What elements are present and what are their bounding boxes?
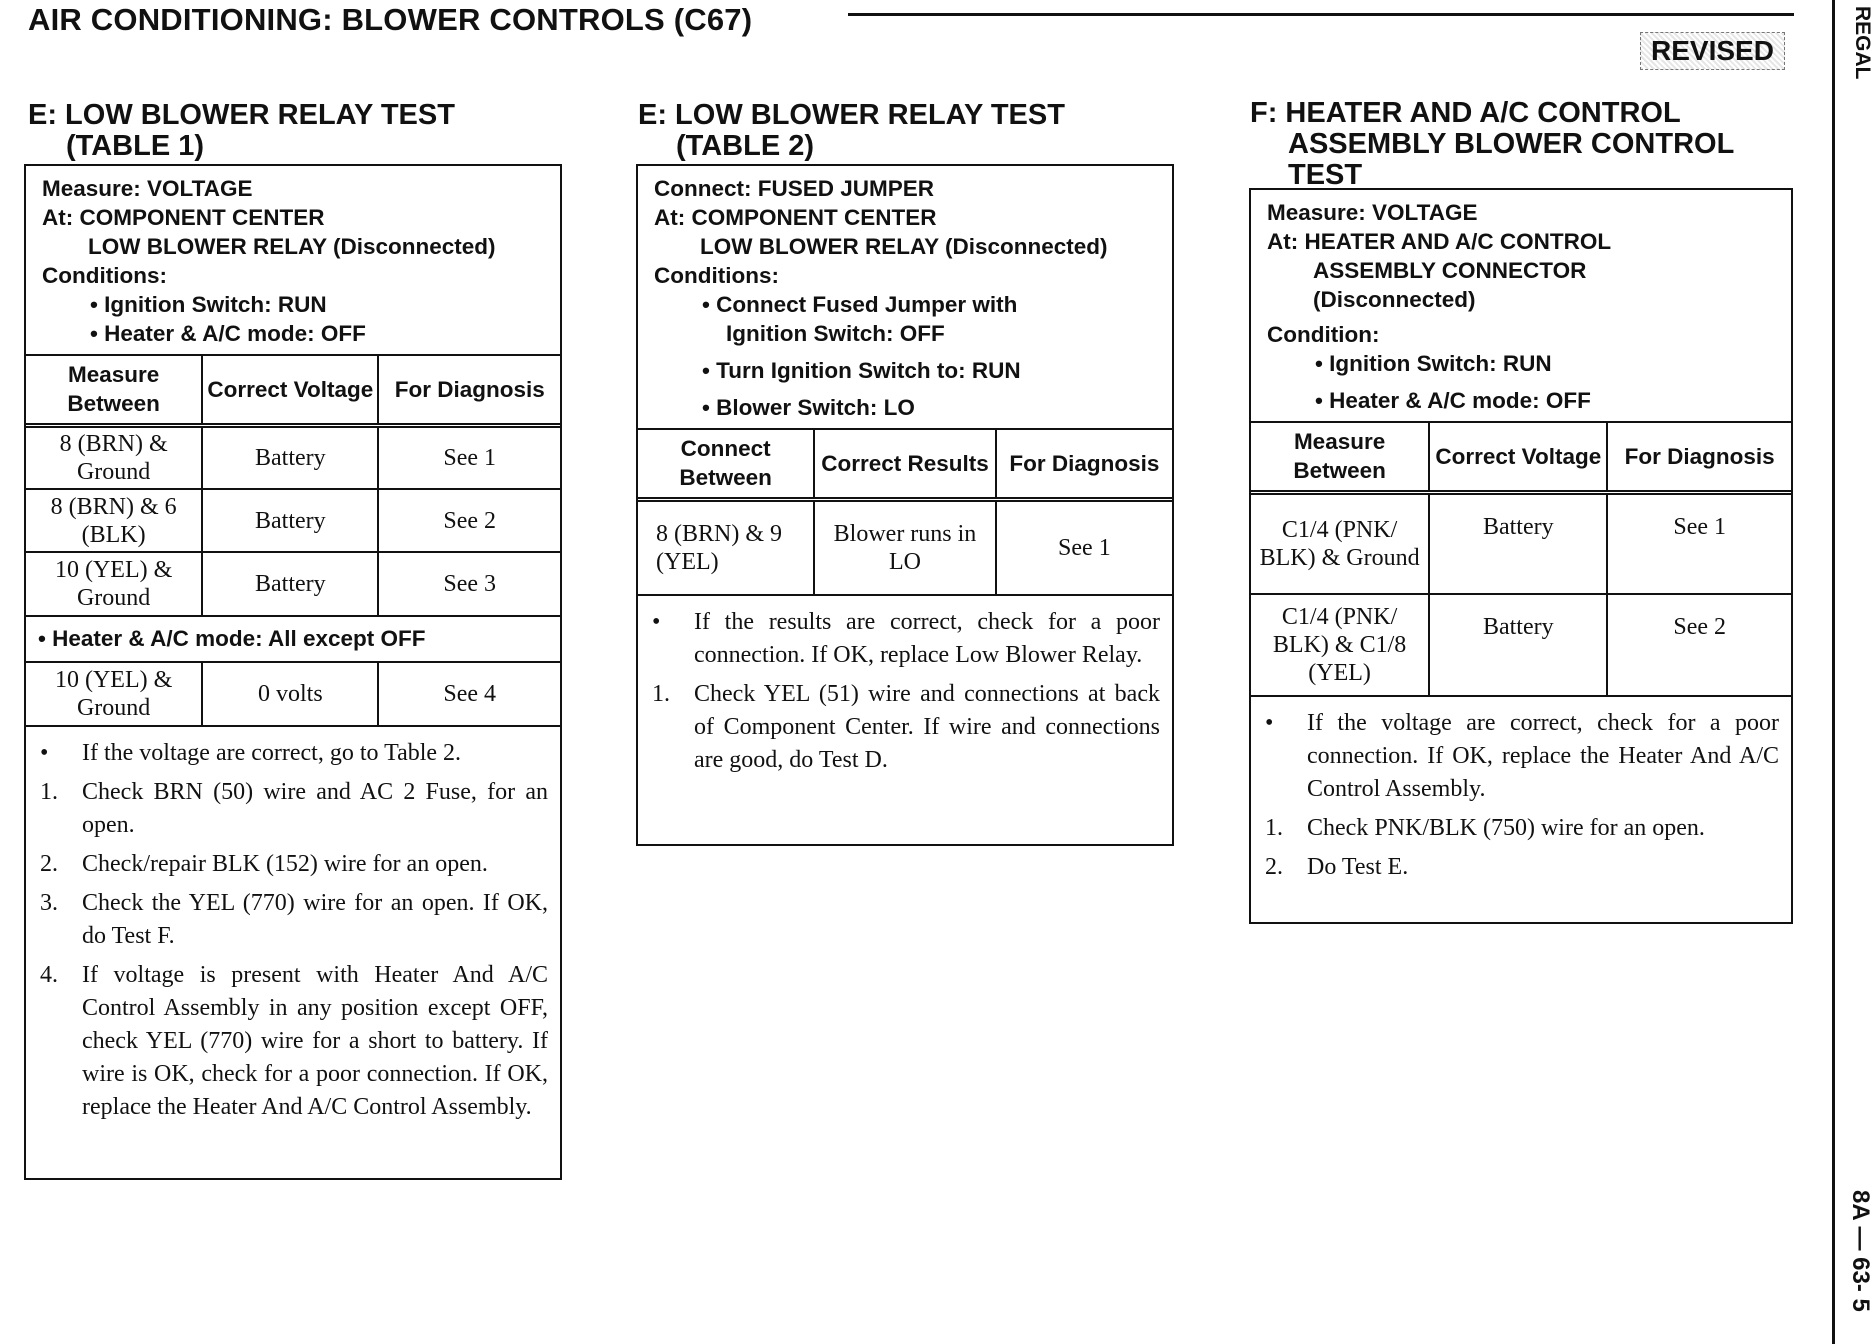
section-title-line: E: LOW BLOWER RELAY TEST [638, 99, 1065, 131]
setup-at-detail: LOW BLOWER RELAY (Disconnected) [88, 234, 496, 259]
column-header: For Diagnosis [996, 429, 1172, 499]
setup-at-detail: ASSEMBLY CONNECTOR [1313, 258, 1587, 283]
setup-condition-label: Condition: [1267, 322, 1380, 347]
setup-conditions-label: Conditions: [654, 263, 779, 288]
condition-item: • Ignition Switch: RUN [1315, 351, 1552, 376]
column-header: Correct Voltage [1429, 422, 1607, 492]
column-header: Correct Voltage [202, 355, 378, 425]
condition-item-cont: Ignition Switch: OFF [726, 321, 945, 346]
table-row [26, 425, 560, 489]
setup-at: At: COMPONENT CENTER [42, 205, 325, 230]
column-header: Connect Between [638, 429, 814, 499]
column-header: Measure Between [1251, 422, 1429, 492]
table-cell: See 2 [378, 489, 560, 552]
note-item: 1. Check PNK/BLK (750) wire for an open. [1265, 815, 1705, 841]
measurement-table [26, 354, 560, 727]
note-item: 3. Check the YEL (770) wire for an open. If OK, do Test F. [40, 890, 548, 949]
table-header-row [638, 429, 1172, 499]
condition-item: • Heater & A/C mode: OFF [1315, 388, 1591, 413]
table-cell: Blower runs in LO [814, 499, 996, 595]
note-item: 1. Check YEL (51) wire and connections at back of Component Center. If wire and connections are good, do Test D. [652, 681, 1160, 773]
measurement-table [1251, 421, 1791, 697]
setup-measure: Measure: VOLTAGE [1267, 200, 1478, 225]
title-rule [848, 13, 1794, 16]
section-title-line: ASSEMBLY BLOWER CONTROL [1288, 128, 1735, 160]
table-cell: See 2 [1607, 594, 1791, 696]
side-label: REGAL [1851, 6, 1874, 80]
table-cell: See 3 [378, 552, 560, 616]
test-setup [26, 166, 560, 354]
setup-measure: Measure: VOLTAGE [42, 176, 253, 201]
diagnosis-notes [638, 596, 1172, 789]
table-row [1251, 594, 1791, 696]
table-cell: See 1 [1607, 492, 1791, 594]
condition-item: • Blower Switch: LO [702, 395, 915, 420]
setup-at: At: COMPONENT CENTER [654, 205, 937, 230]
table-cell: 8 (BRN) & Ground [26, 425, 202, 489]
section-subtitle: (TABLE 1) [66, 130, 205, 162]
table-cell: See 4 [378, 662, 560, 726]
connection-table [638, 428, 1172, 596]
setup-at: At: HEATER AND A/C CONTROL [1267, 229, 1612, 254]
condition-item: • Turn Ignition Switch to: RUN [702, 358, 1021, 383]
section-subtitle: (TABLE 2) [676, 130, 815, 162]
setup-connect: Connect: FUSED JUMPER [654, 176, 935, 201]
table-cell: 10 (YEL) & Ground [26, 662, 202, 726]
table-cell: Battery [202, 425, 378, 489]
section-title-e-table2 [638, 100, 1065, 162]
page-number: 8A — 63- 5 [1847, 1190, 1874, 1312]
note-item: • If the voltage are correct, check for a poor connection. If OK, replace the Heater And A/C Control Assembly. [1265, 710, 1779, 802]
setup-at-detail: LOW BLOWER RELAY (Disconnected) [700, 234, 1108, 259]
table-row [26, 552, 560, 616]
section-title-line: F: HEATER AND A/C CONTROL [1250, 97, 1681, 129]
test-panel-e-table1 [24, 164, 562, 1180]
table-cell: See 1 [996, 499, 1172, 595]
test-panel-f [1249, 188, 1793, 924]
diagnosis-notes [26, 727, 560, 1136]
column-header: For Diagnosis [1607, 422, 1791, 492]
table-cell: 8 (BRN) & 9 (YEL) [638, 499, 814, 595]
table-cell: 10 (YEL) & Ground [26, 552, 202, 616]
table-header-row [26, 355, 560, 425]
margin-rule [1832, 0, 1835, 1344]
note-item: 2. Do Test E. [1265, 854, 1409, 880]
setup-at-detail: (Disconnected) [1313, 287, 1476, 312]
note-item: 1. Check BRN (50) wire and AC 2 Fuse, for an open. [40, 779, 548, 838]
table-cell: Battery [1429, 594, 1607, 696]
table-cell: C1/4 (PNK/ BLK) & Ground [1251, 492, 1429, 594]
table-cell: 0 volts [202, 662, 378, 726]
note-item: 4. If voltage is present with Heater And A/C Control Assembly in any position except OFF, check YEL (770) wire for a short to battery. If wire is OK, check for a poor connection. If OK, replace the Heater And A/C Control Assembly. [40, 962, 548, 1120]
section-title-e-table1 [28, 100, 455, 162]
page-title: AIR CONDITIONING: BLOWER CONTROLS (C67) [28, 2, 753, 37]
table-cell: Battery [202, 489, 378, 552]
column-header: Measure Between [26, 355, 202, 425]
diagnosis-notes [1251, 697, 1791, 896]
table-cell: C1/4 (PNK/ BLK) & C1/8 (YEL) [1251, 594, 1429, 696]
condition-item: • Ignition Switch: RUN [90, 292, 327, 317]
table-row [1251, 492, 1791, 594]
condition-item: • Heater & A/C mode: OFF [90, 321, 366, 346]
condition-cell: • Heater & A/C mode: All except OFF [26, 616, 560, 662]
test-panel-e-table2 [636, 164, 1174, 846]
table-cell: Battery [1429, 492, 1607, 594]
condition-row [26, 616, 560, 662]
table-cell: Battery [202, 552, 378, 616]
table-header-row [1251, 422, 1791, 492]
section-title-f [1250, 98, 1734, 191]
setup-conditions-label: Conditions: [42, 263, 167, 288]
table-cell: 8 (BRN) & 6 (BLK) [26, 489, 202, 552]
table-cell: See 1 [378, 425, 560, 489]
test-setup [1251, 190, 1791, 421]
section-title-line: TEST [1288, 159, 1363, 191]
table-row [638, 499, 1172, 595]
column-header: Correct Results [814, 429, 996, 499]
note-item: 2. Check/repair BLK (152) wire for an open. [40, 851, 488, 877]
table-row [26, 489, 560, 552]
section-title-line: E: LOW BLOWER RELAY TEST [28, 99, 455, 131]
test-setup [638, 166, 1172, 428]
condition-item: • Connect Fused Jumper with [702, 292, 1018, 317]
revised-stamp: REVISED [1640, 32, 1785, 70]
table-row [26, 662, 560, 726]
note-item: • If the voltage are correct, go to Table 2. [40, 740, 462, 766]
column-header: For Diagnosis [378, 355, 560, 425]
note-item: • If the results are correct, check for a poor connection. If OK, replace Low Blower Relay. [652, 609, 1160, 668]
